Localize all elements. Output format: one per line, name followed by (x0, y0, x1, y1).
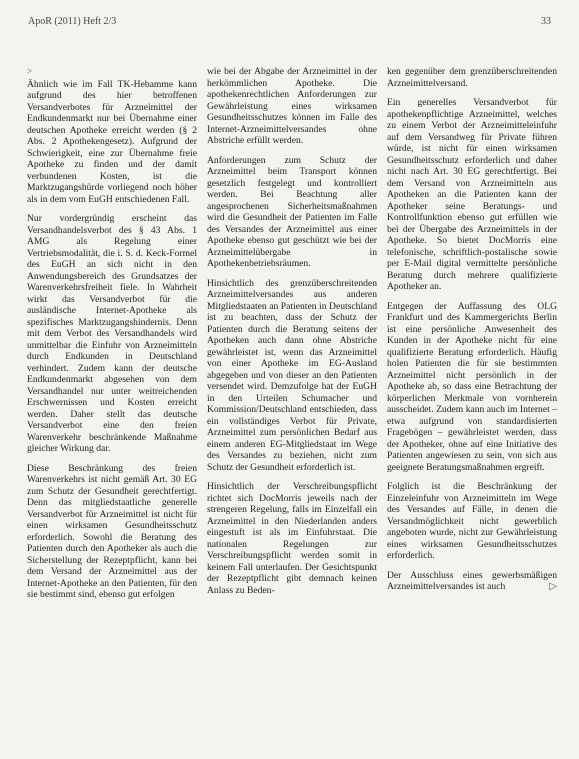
paragraph: Nur vordergründig erscheint das Versandhandelsverbot des § 43 Abs. 1 AMG als Regelung einer Vertriebsmodalität, die i. S. d. Keck-Formel des EuGH an sich nicht in den Anwendungsbereich des Grundsatzes der Warenverkehrsfreiheit fiele. In Wahrheit wirkt das Versandverbot für die ausländische Internet-Apotheke als spezifisches Marktzugangshindernis. Denn mit dem Verbot des Versandhandels wird unmittelbar die Einfuhr von Arzneimitteln durch Endkunden in Deutschland verhindert. Zudem kann der deutsche Endkundenmarkt abgesehen von dem Versandhandel nur unter weitreichenden Erschwernissen und Kosten erreicht werden. Daher stellt das deutsche Versandverbot eine den freien Warenverkehr beschränkende Maßnahme gleicher Wirkung dar. (27, 213, 197, 454)
page-header (28, 16, 551, 27)
paragraph (387, 570, 557, 593)
paragraph: Folglich ist die Beschränkung der Einzeleinfuhr von Arzneimitteln im Wege des Versandes auf Fälle, in denen die Versandmöglichkeit nicht gewerblich angeboten wurde, nicht zur Gewährleistung eines wirksamen Gesundheitsschutzes erforderlich. (387, 481, 557, 561)
paragraph: Hinsichtlich des grenzüberschreitenden Arzneimittelversandes aus anderen Mitgliedstaaten an Patienten in Deutschland ist zu beachten, dass der Schutz der Patienten durch die Beratung seitens der Apotheken auch dann ohne Abstriche gewährleistet ist, wenn das Arzneimittel von einer Apotheke im EG-Ausland abgegeben und von dieser an den Patienten versendet wird. Demzufolge hat der EuGH in den Urteilen Schumacher und Kommission/Deutschland entschieden, dass ein vollständiges Verbot für Private, Arzneimittel zum persönlichen Bedarf aus einem anderen EG-Mitgliedstaat im Wege des Versandes zu beziehen, nicht zum Schutz der Gesundheit erforderlich ist. (207, 277, 377, 473)
column-3 (387, 66, 557, 751)
paragraph-text: Der Ausschluss eines gewerbsmäßigen Arzneimittelversandes ist auch (387, 569, 557, 592)
paragraph: Ein generelles Versandverbot für apothekenpflichtige Arzneimittel, welches zu einem Verbot der Arzneimitteleinfuhr auf dem Versandweg für Private führen würde, ist nicht für einen wirksamen Gesundheitsschutz erforderlich und daher nicht nach Art. 30 EG gerechtfertigt. Bei dem Versand von Arzneimitteln aus Apotheken an die Patienten kann der Apotheker seine Beratungs- und Kontrollfunktion ebenso gut erfüllen wie bei der Übergabe des Arzneimittels in der Apotheke. So bietet DocMorris eine telefonische, schriftlich-postalische sowie per E-Mail digital vermittelte persönliche Beratung durch mehrere qualifizierte Apotheker an. (387, 97, 557, 292)
paragraph: Ähnlich wie im Fall TK-Hebamme kann aufgrund des hier betroffenen Versandverbotes für Arzneimittel der Endkundenmarkt nur bei Übernahme einer deutschen Apotheke erreicht werden (§ 2 Abs. 2 Apothekengesetz). Aufgrund der Schwierigkeit, eine zur Übernahme freie Apotheke zu finden und der damit verbundenen Kosten, ist die Marktzugangshürde vorliegend noch höher als in dem vom EuGH entschiedenen Fall. (27, 78, 197, 205)
column-2 (207, 66, 377, 751)
text-columns (27, 66, 557, 751)
continuation-marker: > (27, 66, 33, 76)
paragraph: ken gegenüber dem grenzüberschreitenden Arzneimittelversand. (387, 66, 557, 89)
paragraph: Diese Beschränkung des freien Warenverkehrs ist nicht gemäß Art. 30 EG zum Schutz der Gesundheit gerechtfertigt. Denn das mitgliedstaatliche generelle Versandverbot für Arzneimittel ist nicht für einen wirksamen Gesundheitsschutz erforderlich. Sowohl die Beratung des Patienten durch den Apotheker als auch die Sicherstellung der Rezeptpflicht, kann bei dem Versand der Arzneimittel aus der Internet-Apotheke an den Patienten, für den sie bestimmt sind, ebenso gut erfolgen (27, 462, 197, 600)
paragraph: wie bei der Abgabe der Arzneimittel in der herkömmlichen Apotheke. Die apothekenrechtlichen Anforderungen zur Gewährleistung eines wirksamen Gesundheitsschutzes können im Falle des Internet-Arzneimittelversandes ohne Abstriche erfüllt werden. (207, 66, 377, 146)
continued-arrow-icon: ▷ (549, 581, 557, 592)
column-1 (27, 66, 197, 751)
paragraph: Anforderungen zum Schutz der Arzneimittel beim Transport können gesetzlich festgelegt und kontrolliert werden. Bei Beachtung aller angesprochenen Sicherheitsmaßnahmen wird die Gesundheit der Patienten im Falle des Versandes der Arzneimittel aus einer Apotheke ebenso gut geschützt wie bei der Arzneimittelübergabe in Apothekenbetriebsräumen. (207, 154, 377, 269)
paragraph: Hinsichtlich der Verschreibungspflicht richtet sich DocMorris jeweils nach der strengeren Regelung, falls im Einzelfall ein Arzneimittel in den Niederlanden anders eingestuft ist als im Einfuhrstaat. Die nationalen Regelungen zur Verschreibungspflicht werden somit in keinem Fall unterlaufen. Der Gesichtspunkt der Rezeptpflicht gibt demnach keinen Anlass zu Beden- (207, 481, 377, 596)
page-number: 33 (541, 16, 551, 27)
journal-citation: ApoR (2011) Heft 2/3 (28, 16, 117, 27)
paragraph: Entgegen der Auffassung des OLG Frankfurt und des Kammergerichts Berlin ist eine persönliche Anwesenheit des Kunden in der Apotheke nicht für eine qualifizierte Beratung erforderlich. Häufig holen Patienten die für sie bestimmten Arzneimittel nicht persönlich in der Apotheke ab, so dass eine Betrachtung der körperlichen Merkmale von vornherein ausscheidet. Zudem kann auch im Internet – etwa aufgrund von standardisierten Fragebögen – gewährleistet werden, dass der Apotheker, ohne auf eine Initiative des Patienten angewiesen zu sein, von sich aus geeignete Beratungsmaßnahmen ergreift. (387, 300, 557, 473)
